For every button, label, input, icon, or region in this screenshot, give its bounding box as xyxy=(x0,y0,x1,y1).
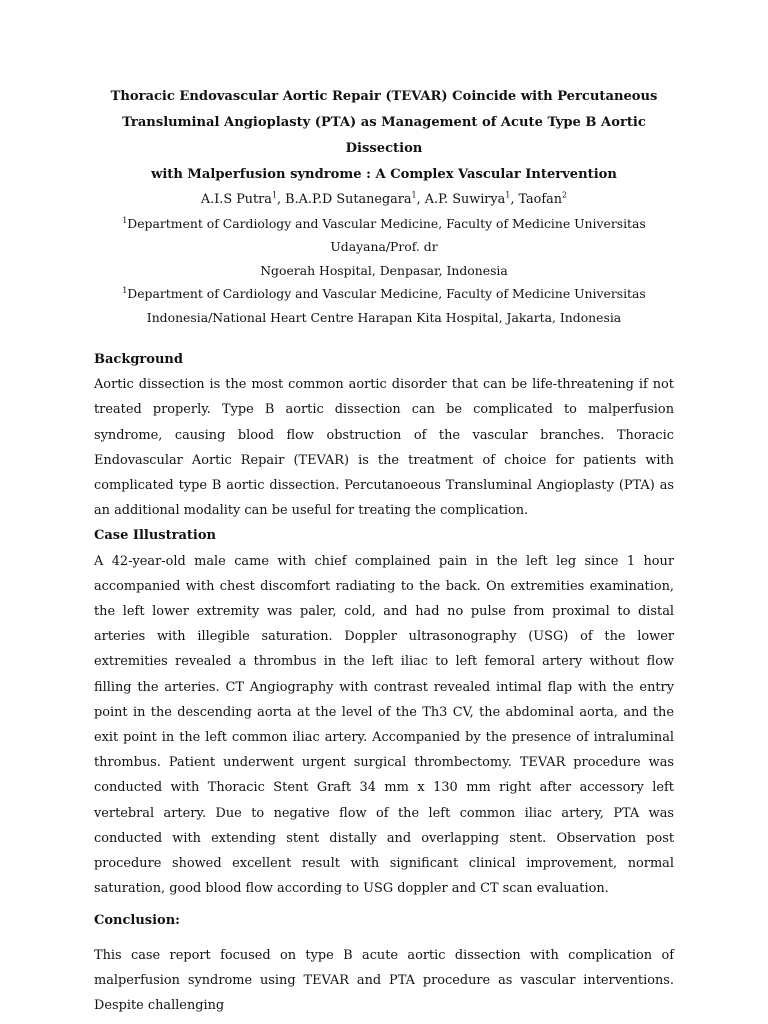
affiliation-2-line-2: Indonesia/National Heart Centre Harapan Kita Hospital, Jakarta, Indonesia xyxy=(146,309,622,325)
author-affiliation-mark: 1 xyxy=(271,190,278,200)
paper-title-line-2: Transluminal Angioplasty (PTA) as Management of Acute Type B Aortic Dissection xyxy=(122,115,646,156)
background-heading: Background xyxy=(94,352,183,368)
affiliation-text: Department of Cardiology and Vascular Medicine, Faculty of Medicine Universitas xyxy=(127,286,646,302)
author-name: Taofan xyxy=(518,192,562,207)
author-affiliation-mark: 1 xyxy=(505,190,511,200)
author-name: A.P. Suwirya xyxy=(424,192,506,207)
author-name: B.A.P.D Sutanegara xyxy=(285,192,412,207)
affiliation-mark: 1 xyxy=(122,215,128,225)
paper-title-line-1: Thoracic Endovascular Aortic Repair (TEVAR) Coincide with Percutaneous xyxy=(110,89,658,104)
case-illustration-paragraph: A 42-year-old male came with chief complained pain in the left leg since 1 hour accompanied with chest discomfort radiating to the back. On extremities examination, the left lower extremity was paler, cold, and had no pulse from proximal to distal arteries with illegible saturation. Doppler ultrasonography (USG) of the lower extremities revealed a thrombus in the left iliac to left femoral artery without flow filling the arteries. CT Angiography with contrast revealed intimal flap with the entry point in the descending aorta at the level of the Th3 CV, the abdominal aorta, and the exit point in the left common iliac artery. Accompanied by the presence of intraluminal thrombus. Patient underwent urgent surgical thrombectomy. TEVAR procedure was conducted with Thoracic Stent Graft 34 mm x 130 mm right after accessory left vertebral artery. Due to negative flow of the left common iliac artery, PTA was conducted with extending stent distally and overlapping stent. Observation post procedure showed excellent result with significant clinical improvement, normal saturation, good blood flow according to USG doppler and CT scan evaluation. xyxy=(94,553,674,897)
affiliation-2-line-1 xyxy=(94,282,674,305)
conclusion-paragraph: This case report focused on type B acute aortic dissection with complication of malperfusion syndrome using TEVAR and PTA procedure as vascular interventions. Despite challenging xyxy=(94,947,674,1014)
affiliation-1-line-1 xyxy=(94,212,674,259)
author-affiliation-mark: 1 xyxy=(411,190,417,200)
paper-title-line-3: with Malperfusion syndrome : A Complex Vascular Intervention xyxy=(151,167,617,182)
affiliation-1-line-2: Ngoerah Hospital, Denpasar, Indonesia xyxy=(260,262,508,278)
case-illustration-heading: Case Illustration xyxy=(94,528,216,544)
author-affiliation-mark: 2 xyxy=(561,190,568,200)
conclusion-heading: Conclusion: xyxy=(94,912,180,928)
author-list: A.I.S Putra$^1$, B.A.P.D Sutanegara$^1$, A.P. Suwirya$^1$, Taofan$^2$ xyxy=(200,190,568,207)
affiliation-mark: 1 xyxy=(122,286,128,296)
author-name: A.I.S Putra xyxy=(200,192,272,207)
affiliation-text: Department of Cardiology and Vascular Medicine, Faculty of Medicine Universitas Udayana/Prof. dr xyxy=(127,216,646,255)
background-paragraph: Aortic dissection is the most common aortic disorder that can be life-threatening if not treated properly. Type B aortic dissection can be complicated to malperfusion syndrome, causing blood flow obstruction of the vascular branches. Thoracic Endovascular Aortic Repair (TEVAR) is the treatment of choice for patients with complicated type B aortic dissection. Percutanoeous Transluminal Angioplasty (PTA) as an additional modality can be useful for treating the complication. xyxy=(94,377,674,519)
